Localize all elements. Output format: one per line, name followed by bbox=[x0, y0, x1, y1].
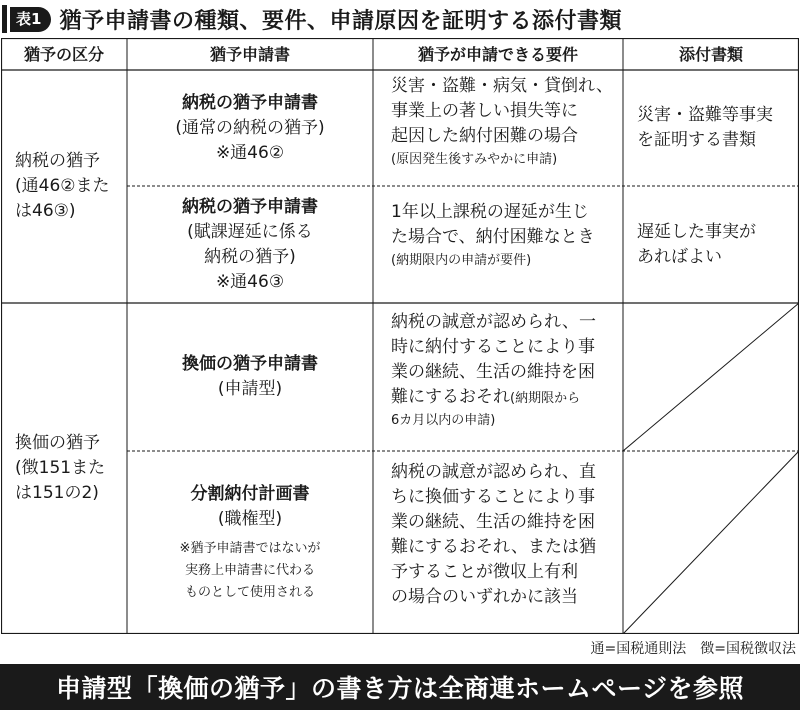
table-number-badge: 表1 bbox=[10, 7, 51, 32]
requirement-line: 事業上の著しい損失等に bbox=[391, 101, 578, 121]
requirement-line: 難にするおそれ、または猶 bbox=[391, 537, 597, 557]
table-title bbox=[0, 0, 800, 38]
form-cell-row4 bbox=[127, 451, 373, 634]
requirement-line: 起因した納付困難の場合 bbox=[391, 126, 578, 146]
requirement-line: 1年以上課税の遅延が生じ bbox=[391, 202, 589, 222]
form-subtitle: (申請型) bbox=[217, 379, 283, 399]
header-attachments: 添付書類 bbox=[678, 44, 743, 64]
requirement-note: (納期限から bbox=[510, 391, 581, 406]
requirements-cell-row3 bbox=[373, 303, 623, 451]
requirement-line: 予することが徴収上有利 bbox=[391, 562, 578, 582]
requirements-cell-row2 bbox=[373, 186, 623, 303]
header-category: 猶予の区分 bbox=[23, 44, 104, 64]
requirement-line: 業の継続、生活の維持を困 bbox=[391, 362, 595, 382]
requirement-line: 納税の誠意が認められ、一 bbox=[391, 312, 597, 332]
requirement-line: 納税の誠意が認められ、直 bbox=[391, 462, 597, 482]
law-abbreviation-footnote: 通=国税通則法 徴=国税徴収法 bbox=[590, 641, 796, 657]
category-line: 納税の猶予 bbox=[15, 151, 100, 171]
form-subtitle: ※通46② bbox=[215, 142, 285, 163]
requirement-note: (納期限内の申請が要件) bbox=[391, 253, 532, 268]
na-slash-2 bbox=[623, 451, 799, 634]
form-subtitle: 納税の猶予) bbox=[204, 246, 296, 267]
category-line: 換価の猶予 bbox=[15, 433, 100, 453]
form-title: 納税の猶予申請書 bbox=[182, 196, 318, 217]
attachment-cell-row1 bbox=[623, 70, 799, 186]
grace-application-table bbox=[1, 38, 799, 634]
form-cell-row3 bbox=[127, 303, 373, 451]
category-line: (徴151また bbox=[15, 458, 106, 478]
form-title: 納税の猶予申請書 bbox=[182, 92, 318, 113]
attachment-line: 災害・盗難等事実 bbox=[637, 105, 773, 125]
category-line: は151の2) bbox=[15, 483, 99, 503]
category-line: (通46②また bbox=[15, 176, 110, 196]
form-subtitle: (通常の納税の猶予) bbox=[175, 117, 325, 138]
category-realization-grace bbox=[1, 303, 127, 634]
attachment-line: 遅延した事実が bbox=[637, 221, 756, 242]
attachment-line: を証明する書類 bbox=[637, 130, 756, 150]
requirement-line: た場合で、納付困難なとき bbox=[391, 227, 595, 247]
form-cell-row1 bbox=[127, 70, 373, 186]
form-note: ものとして使用される bbox=[184, 584, 315, 600]
requirements-cell-row1 bbox=[373, 70, 623, 186]
header-requirements: 猶予が申請できる要件 bbox=[417, 44, 578, 64]
attachment-cell-row2 bbox=[623, 186, 799, 303]
header-form: 猶予申請書 bbox=[209, 44, 290, 64]
form-cell-row2 bbox=[127, 186, 373, 303]
requirement-line: ちに換価することにより事 bbox=[391, 487, 595, 507]
requirement-line: 難にするおそれ bbox=[391, 387, 510, 407]
form-subtitle: (職権型) bbox=[217, 508, 283, 529]
attachment-line: あればよい bbox=[637, 246, 722, 267]
form-subtitle: ※通46③ bbox=[215, 271, 285, 292]
requirement-note: (原因発生後すみやかに申請) bbox=[391, 152, 558, 167]
requirements-cell-row4 bbox=[373, 451, 623, 634]
requirement-line: 災害・盗難・病気・貸倒れ、 bbox=[391, 76, 614, 96]
requirement-note: 6カ月以内の申請) bbox=[391, 413, 496, 428]
requirement-line: 時に納付することにより事 bbox=[391, 337, 595, 357]
form-note: 実務上申請書に代わる bbox=[184, 562, 315, 578]
category-tax-grace bbox=[1, 70, 127, 303]
na-slash-1 bbox=[623, 303, 799, 451]
form-title: 換価の猶予申請書 bbox=[182, 354, 318, 374]
requirement-line-with-note bbox=[391, 385, 623, 410]
form-note: ※猶予申請書ではないが bbox=[179, 540, 321, 556]
title-accent-bar bbox=[2, 5, 7, 33]
form-subtitle: (賦課遅延に係る bbox=[187, 221, 313, 242]
category-line: は46③) bbox=[15, 201, 76, 221]
requirement-line: 業の継続、生活の維持を困 bbox=[391, 512, 595, 532]
requirement-line: の場合のいずれかに該当 bbox=[391, 587, 578, 607]
reference-banner: 申請型「換価の猶予」の書き方は全商連ホームページを参照 bbox=[0, 664, 800, 710]
form-title: 分割納付計画書 bbox=[190, 483, 310, 504]
table-title-text: 猶予申請書の種類、要件、申請原因を証明する添付書類 bbox=[59, 8, 622, 34]
